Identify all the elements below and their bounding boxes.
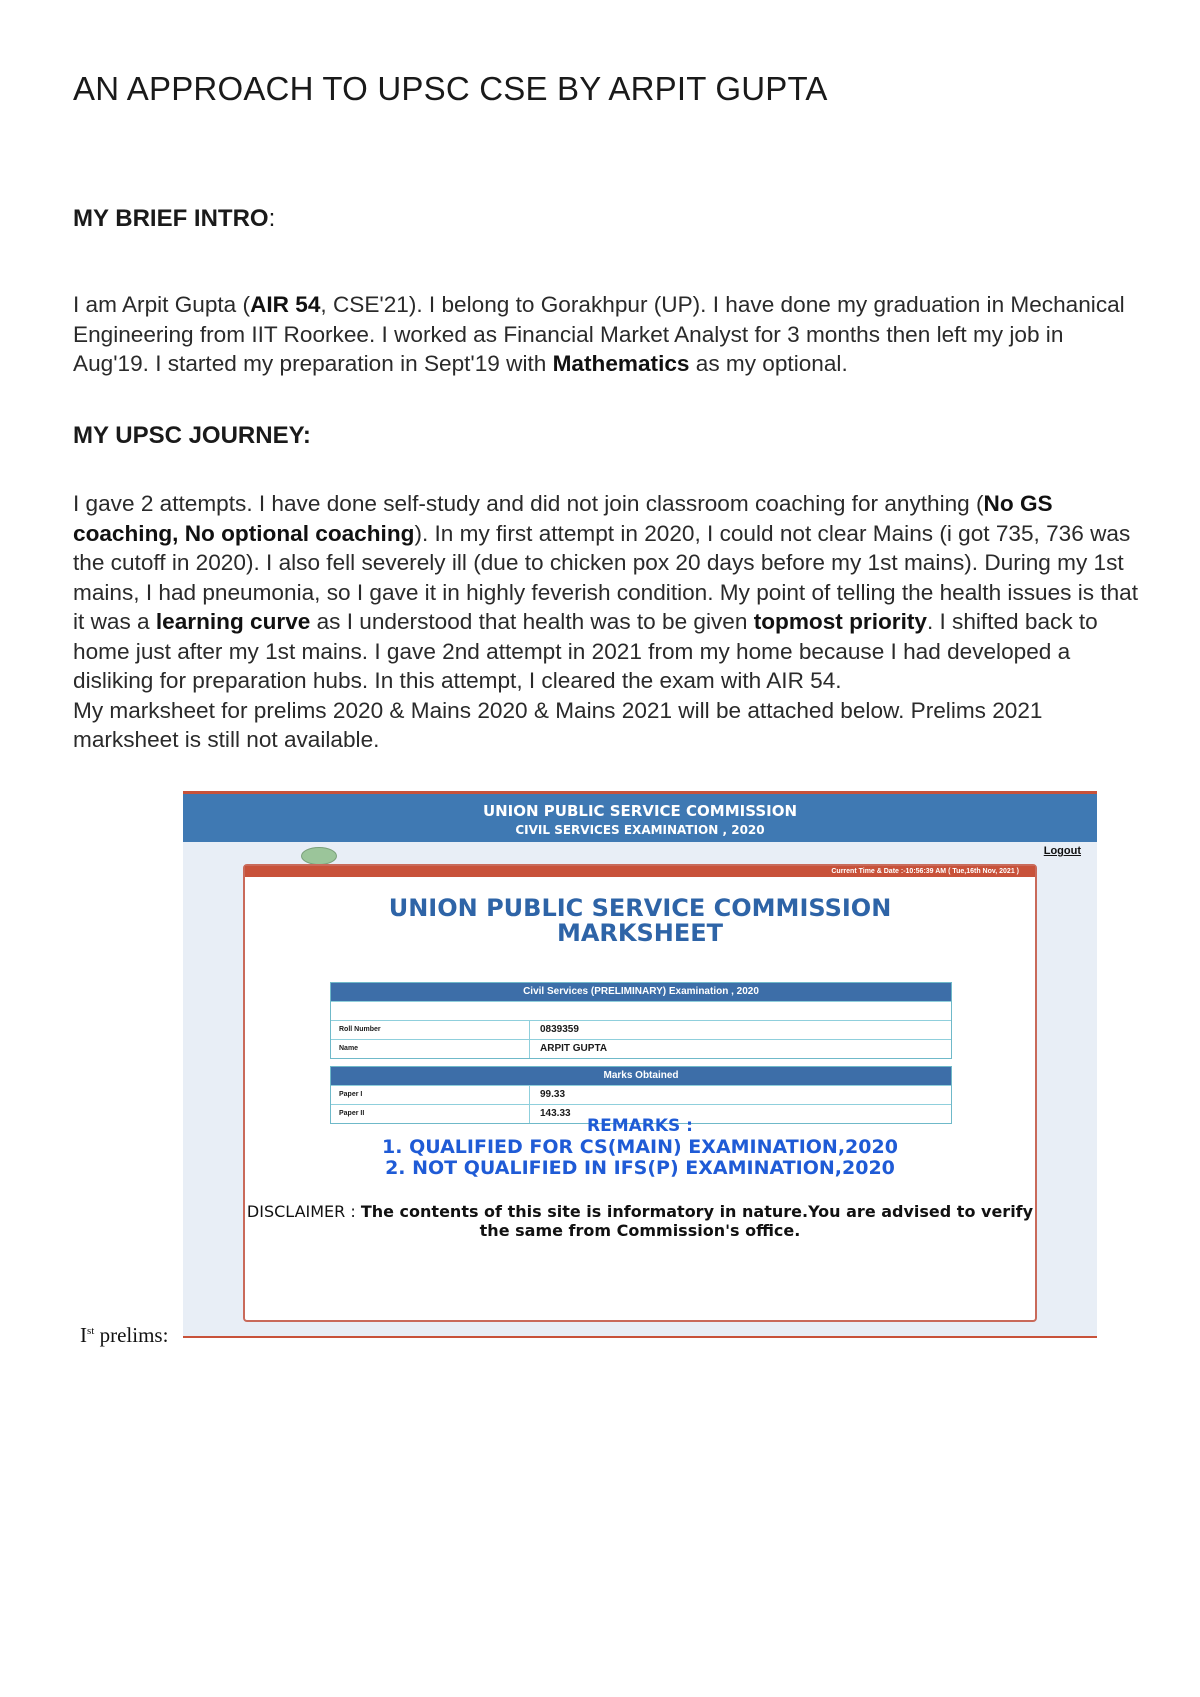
paper2-value: 143.33 <box>540 1108 571 1119</box>
marksheet-title-line2: MARKSHEET <box>556 919 724 947</box>
journey-paragraph <box>73 489 1143 755</box>
disclaimer <box>245 1202 1035 1240</box>
paper2-label: Paper II <box>331 1105 530 1123</box>
document-title: AN APPROACH TO UPSC CSE BY ARPIT GUPTA <box>73 70 828 107</box>
journey-text-3: as I understood that health was to be given <box>310 609 754 634</box>
caption-ordinal: st <box>87 1325 95 1337</box>
learning-curve: learning curve <box>155 609 311 634</box>
remarks-label: REMARKS : <box>586 1116 693 1136</box>
marksheet-title-line1: UNION PUBLIC SERVICE COMMISSION <box>388 894 892 922</box>
intro-text-2: , CSE'21). I belong to Gorakhpur (UP). I have done my graduation in Mechanical Engineering from IIT Roorkee. I worked as Financial Market Analyst for 3 months then left my job in Aug'19. I started my preparation in Sept'19 with <box>73 292 1125 376</box>
paper1-label: Paper I <box>331 1086 530 1104</box>
coaching-note: No GS coaching, No optional coaching <box>73 491 1053 546</box>
marks-header: Marks Obtained <box>331 1067 951 1085</box>
caption-text: prelims: <box>94 1323 169 1347</box>
intro-heading <box>73 205 275 233</box>
current-time-bar: Current Time & Date :-10:56:39 AM ( Tue,16th Nov, 2021 ) <box>245 866 1035 877</box>
optional-subject: Mathematics <box>552 351 690 376</box>
table-row <box>331 1001 951 1020</box>
screenshot-bottom-rule <box>183 1336 1097 1338</box>
intro-heading-colon: : <box>268 205 276 232</box>
site-header-title: UNION PUBLIC SERVICE COMMISSION <box>482 802 798 820</box>
air-rank: AIR 54 <box>250 292 321 317</box>
remark-2: 2. NOT QUALIFIED IN IFS(P) EXAMINATION,2020 <box>385 1157 895 1179</box>
name-value: ARPIT GUPTA <box>540 1043 608 1054</box>
marksheet-panel <box>243 864 1037 1322</box>
table-row <box>331 1039 951 1058</box>
name-label: Name <box>331 1040 530 1058</box>
remark-1: 1. QUALIFIED FOR CS(MAIN) EXAMINATION,2020 <box>382 1136 898 1158</box>
intro-heading-text: MY BRIEF INTRO <box>73 205 269 232</box>
journey-text-2: ). In my first attempt in 2020, I could not clear Mains (i got 735, 736 was the cutoff in 2020). I also fell severely ill (due to chicken pox 20 days before my 1st mains). During my 1st mains, I had pneumonia, so I gave it in highly feverish condition. My point of telling the health issues is that it was a <box>73 520 1139 634</box>
journey-text-1: I gave 2 attempts. I have done self-study and did not join classroom coaching for anything ( <box>73 491 984 516</box>
marksheet-title <box>245 896 1035 946</box>
journey-heading: MY UPSC JOURNEY: <box>73 422 311 449</box>
site-header-subtitle: CIVIL SERVICES EXAMINATION , 2020 <box>515 823 765 837</box>
logout-link[interactable]: Logout <box>1043 845 1081 857</box>
paper1-value: 99.33 <box>540 1089 566 1100</box>
intro-paragraph <box>73 290 1143 379</box>
table-row <box>331 1020 951 1039</box>
disclaimer-text: The contents of this site is informatory in nature.You are advised to verify the same from Commission's office. <box>360 1202 1034 1240</box>
intro-text-3: as my optional. <box>689 351 848 376</box>
disclaimer-label: DISCLAIMER : <box>246 1202 361 1221</box>
roll-number-value: 0839359 <box>540 1024 579 1035</box>
topmost-priority: topmost priority <box>753 609 927 634</box>
table-row <box>331 1085 951 1104</box>
journey-text-4: . I shifted back to home just after my 1st mains. I gave 2nd attempt in 2021 from my home because I had developed a disliking for preparation hubs. In this attempt, I cleared the exam with AIR 54. <box>73 609 1098 693</box>
caption-number: I <box>80 1323 87 1347</box>
exam-header: Civil Services (PRELIMINARY) Examination , 2020 <box>331 983 951 1001</box>
marksheet-screenshot <box>183 791 1097 1337</box>
image-caption <box>80 1323 168 1348</box>
marksheet-site-header <box>183 791 1097 842</box>
upsc-logo-icon <box>301 847 337 865</box>
candidate-table <box>330 982 952 1059</box>
journey-text-5: My marksheet for prelims 2020 & Mains 2020 & Mains 2021 will be attached below. Prelims 2021 marksheet is still not available. <box>73 697 1043 752</box>
roll-number-label: Roll Number <box>331 1021 530 1039</box>
intro-text-1: I am Arpit Gupta ( <box>73 292 251 317</box>
